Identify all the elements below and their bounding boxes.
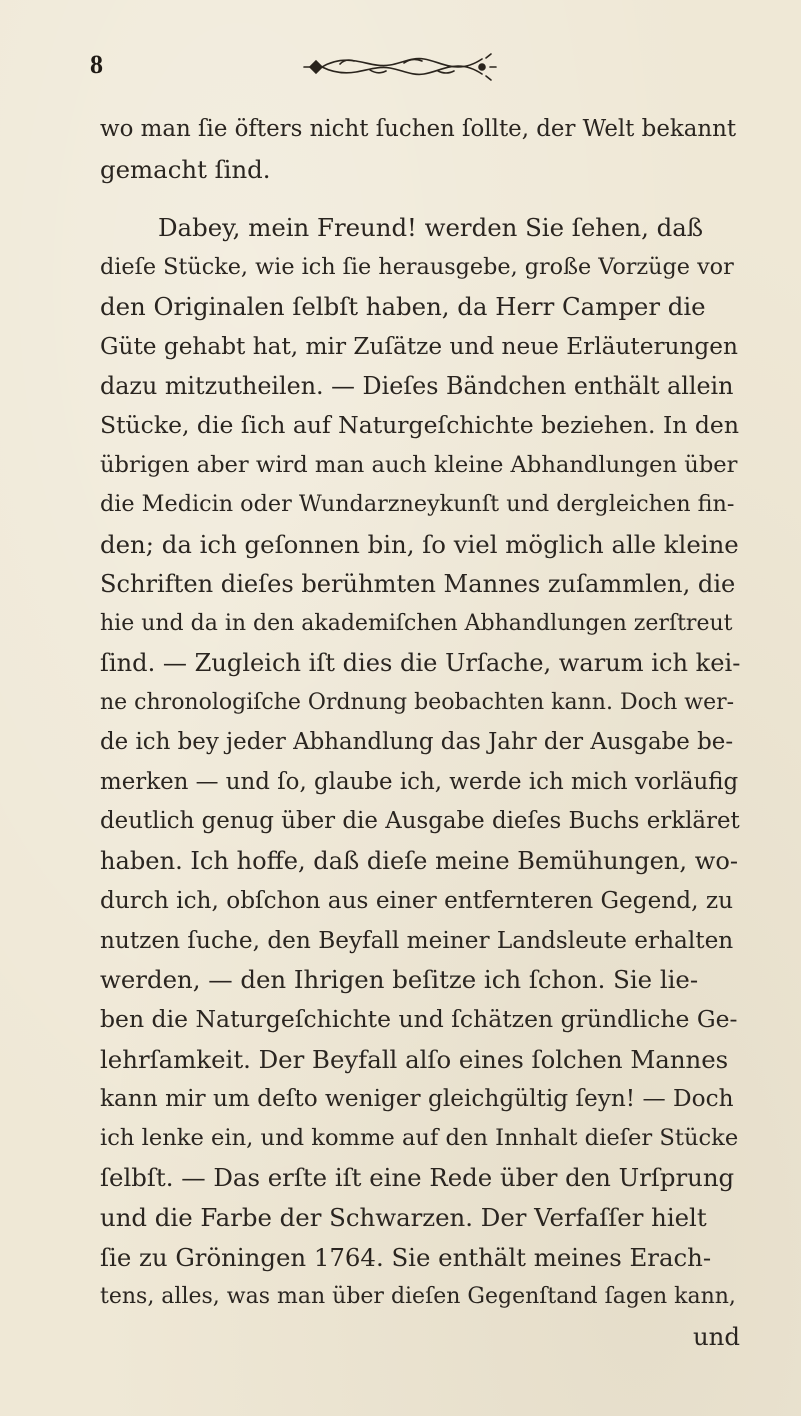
text-line: durch ich, obſchon aus einer entfernteren Gegend, zu — [100, 887, 734, 915]
text-line: kann mir um deſto weniger gleichgültig ſeyn! — Doch — [100, 1085, 734, 1113]
text-line: nutzen ſuche, den Beyfall meiner Landsleute erhalten — [100, 926, 734, 954]
text-line: dazu mitzutheilen. — Dieſes Bändchen enthält allein — [100, 371, 734, 400]
text-line: ich lenke ein, und komme auf den Innhalt dieſer Stücke — [100, 1124, 739, 1151]
body-text — [100, 110, 740, 1356]
text-line: die Medicin oder Wundarzneykunſt und dergleichen fin- — [100, 491, 735, 518]
text-line: de ich bey jeder Abhandlung das Jahr der Ausgabe be- — [100, 728, 734, 755]
text-line: merken — und ſo, glaube ich, werde ich mich vorläufig — [100, 768, 739, 795]
text-line: lehrſamkeit. Der Beyfall alſo eines ſolchen Mannes — [100, 1044, 729, 1074]
text-line: wo man ſie öfters nicht ſuchen ſollte, der Welt bekannt — [100, 116, 737, 142]
text-line: übrigen aber wird man auch kleine Abhandlungen über — [100, 451, 738, 478]
text-line: Stücke, die ſich auf Naturgeſchichte beziehen. In den — [100, 411, 739, 440]
text-line: ſind. — Zugleich iſt dies die Urſache, warum ich kei- — [100, 648, 740, 677]
catchword: und — [692, 1321, 740, 1351]
text-line: den; da ich geſonnen bin, ſo viel möglich alle kleine — [100, 529, 739, 559]
text-line: ſelbſt. — Das erſte iſt eine Rede über den Urſprung — [100, 1163, 735, 1193]
text-line: ben die Naturgeſchichte und ſchätzen gründliche Ge- — [100, 1005, 738, 1034]
text-line: gemacht ſind. — [100, 154, 271, 184]
decorative-ornament-icon — [300, 50, 500, 84]
text-line: dieſe Stücke, wie ich ſie herausgebe, große Vorzüge vor — [100, 253, 734, 280]
page-number: 8 — [90, 50, 103, 79]
page-header — [0, 0, 801, 100]
text-line: Schriften dieſes berühmten Mannes zuſammlen, die — [100, 569, 736, 598]
text-line: Güte gehabt hat, mir Zuſätze und neue Erläuterungen — [100, 332, 738, 360]
text-line: werden, — den Ihrigen beſitze ich ſchon. Sie lie- — [100, 965, 699, 995]
text-line: haben. Ich hoffe, daß dieſe meine Bemühungen, wo- — [100, 846, 738, 875]
text-line: hie und da in den akademiſchen Abhandlungen zerſtreut — [100, 611, 733, 637]
text-line: den Originalen ſelbſt haben, da Herr Camper die — [100, 292, 706, 322]
text-line: und die Farbe der Schwarzen. Der Verfaſſer hielt — [100, 1203, 707, 1233]
text-line: ſie zu Gröningen 1764. Sie enthält meines Erach- — [100, 1242, 712, 1272]
paragraph-start-line: Dabey, mein Freund! werden Sie ſehen, daß — [158, 213, 704, 243]
text-line: deutlich genug über die Ausgabe dieſes Buchs erkläret — [100, 808, 740, 835]
text-line: tens, alles, was man über dieſen Gegenſtand ſagen kann, — [100, 1284, 736, 1310]
text-line: ne chronologiſche Ordnung beobachten kann. Doch wer- — [100, 690, 735, 716]
